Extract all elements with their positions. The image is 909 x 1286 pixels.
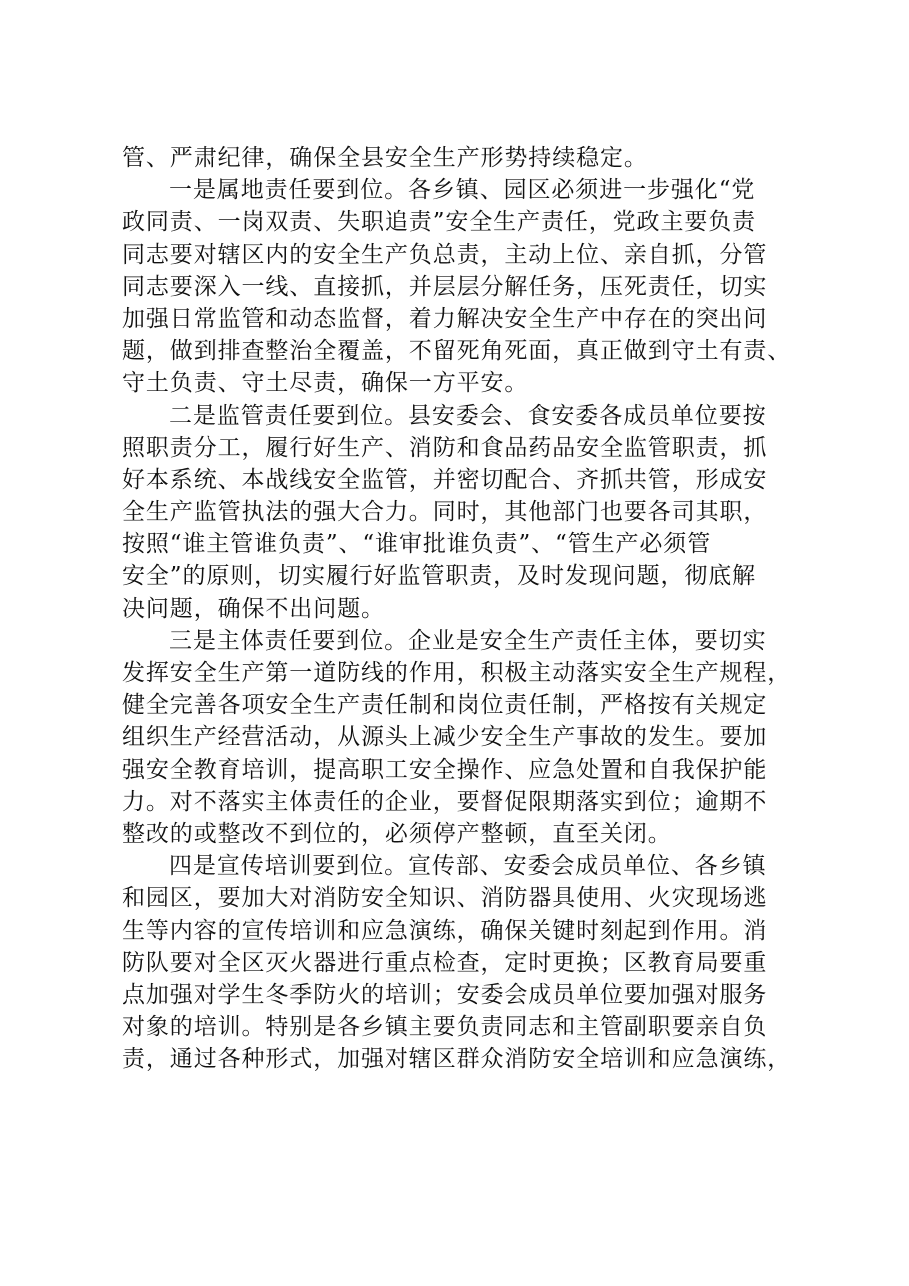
document-page [122,142,822,1075]
text-line: 决问题，确保不出问题。 [122,595,385,622]
text-line: 安全”的原则，切实履行好监管职责，及时发现问题，彻底解 [122,563,757,590]
text-line: 政同责、一岗双责、失职追责”安全生产责任，党政主要负责 [122,209,757,236]
text-line: 二是监管责任要到位。县安委会、食安委各成员单位要按 [169,402,767,429]
text-line: 整改的或整改不到位的，必须停产整顿，直至关闭。 [122,820,672,847]
text-line: 三是主体责任要到位。企业是安全生产责任主体，要切实 [169,627,767,654]
paragraph-supervision-responsibility [122,400,822,625]
text-line: 全生产监管执法的强大合力。同时，其他部门也要各司其职， [122,499,768,526]
text-line: 组织生产经营活动，从源头上减少安全生产事故的发生。要加 [122,724,768,751]
text-line: 防队要对全区灭火器进行重点检查，定时更换；区教育局要重 [122,949,768,976]
text-line: 四是宣传培训要到位。宣传部、安委会成员单位、各乡镇 [169,853,767,880]
paragraph-continuation [122,142,822,174]
text-line: 照职责分工，履行好生产、消防和食品药品安全监管职责，抓 [122,434,768,461]
text-line: 强安全教育培训，提高职工安全操作、应急处置和自我保护能 [122,756,768,783]
text-line: 一是属地责任要到位。各乡镇、园区必须进一步强化“党 [169,177,756,204]
text-line: 和园区，要加大对消防安全知识、消防器具使用、火灾现场逃 [122,885,768,912]
text-line: 健全完善各项安全生产责任制和岗位责任制，严格按有关规定 [122,692,768,719]
text-line: 力。对不落实主体责任的企业，要督促限期落实到位；逾期不 [122,788,768,815]
text-line: 生等内容的宣传培训和应急演练，确保关键时刻起到作用。消 [122,917,768,944]
paragraph-publicity-training [122,850,822,1075]
paragraph-main-body-responsibility [122,625,822,850]
text-line: 守土负责、守土尽责，确保一方平安。 [122,370,529,397]
text-line: 同志要对辖区内的安全生产负总责，主动上位、亲自抓，分管 [122,241,768,268]
text-line: 对象的培训。特别是各乡镇主要负责同志和主管副职要亲自负 [122,1014,768,1041]
text-line: 题，做到排查整治全覆盖，不留死角死面，真正做到守土有责、 [122,338,792,365]
text-line: 责，通过各种形式，加强对辖区群众消防安全培训和应急演练， [122,1046,792,1073]
text-line: 同志要深入一线、直接抓，并层层分解任务，压死责任，切实 [122,273,768,300]
text-line: 加强日常监管和动态监督，着力解决安全生产中存在的突出问 [122,305,768,332]
paragraph-territorial-responsibility [122,174,822,399]
text-line: 好本系统、本战线安全监管，并密切配合、齐抓共管，形成安 [122,466,768,493]
text-line: 发挥安全生产第一道防线的作用，积极主动落实安全生产规程， [122,660,792,686]
text-line: 点加强对学生冬季防火的培训；安委会成员单位要加强对服务 [122,981,768,1008]
text-line: 管、严肃纪律，确保全县安全生产形势持续稳定。 [122,145,648,171]
text-line: 按照“谁主管谁负责”、“谁审批谁负责”、“管生产必须管 [122,531,712,558]
